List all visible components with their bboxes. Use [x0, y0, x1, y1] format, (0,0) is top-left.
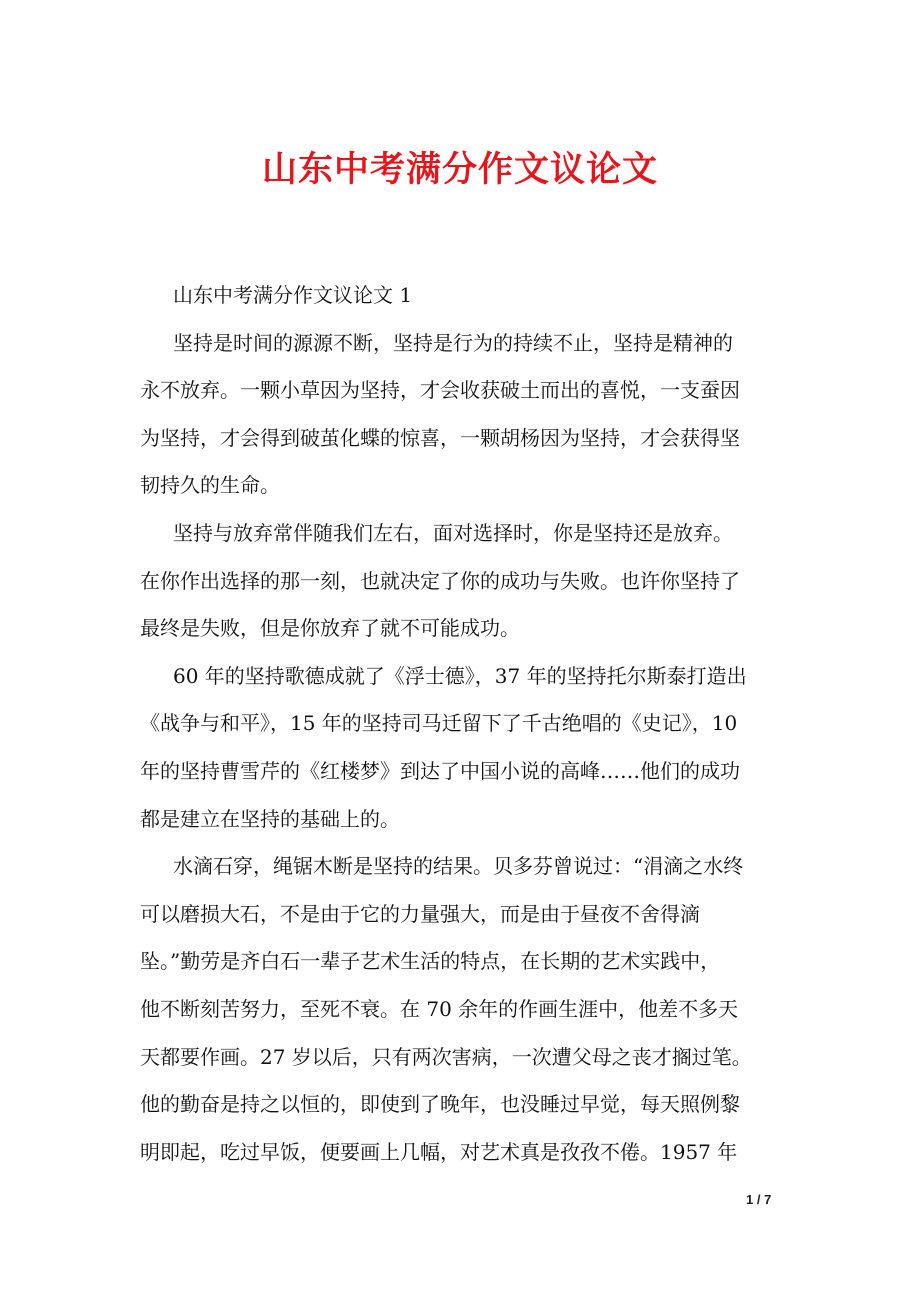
text-line: 韧持久的生命。	[140, 473, 280, 498]
text-line: 60 年的坚持歌德成就了《浮士德》，37 年的坚持托尔斯泰打造出	[173, 663, 747, 688]
text-line: 他的勤奋是持之以恒的，即使到了晚年，也没睡过早觉，每天照例黎	[140, 1092, 740, 1117]
paragraph	[140, 510, 800, 653]
text-line: 永不放弃。一颗小草因为坚持，才会收获破土而出的喜悦，一支蚕因	[140, 378, 740, 403]
document-body	[140, 272, 800, 1176]
page-number: 1 / 7	[746, 1192, 772, 1207]
text-line: 天都要作画。27 岁以后，只有两次害病，一次遭父母之丧才搁过笔。	[140, 1044, 752, 1069]
text-line: 坚持是时间的源源不断，坚持是行为的持续不止，坚持是精神的	[173, 330, 733, 355]
paragraph	[140, 320, 800, 510]
text-line: 《战争与和平》，15 年的坚持司马迁留下了千古绝唱的《史记》，10	[140, 711, 738, 736]
text-line: 为坚持，才会得到破茧化蝶的惊喜，一颗胡杨因为坚持，才会获得坚	[140, 425, 740, 450]
text-line: 在你作出选择的那一刻，也就决定了你的成功与失败。也许你坚持了	[140, 568, 740, 593]
document-title: 山东中考满分作文议论文	[261, 149, 658, 190]
text-line: 山东中考满分作文议论文 1	[173, 283, 413, 307]
text-line: 年的坚持曹雪芹的《红楼梦》到达了中国小说的高峰……他们的成功	[140, 758, 740, 783]
text-line: 坠。”勤劳是齐白石一辈子艺术生活的特点，在长期的艺术实践中，	[140, 949, 721, 974]
text-line: 可以磨损大石，不是由于它的力量强大，而是由于昼夜不舍得滴	[140, 901, 700, 926]
paragraph	[140, 653, 800, 843]
text-line: 坚持与放弃常伴随我们左右，面对选择时，你是坚持还是放弃。	[173, 520, 733, 545]
text-line: 他不断刻苦努力，至死不衰。在 70 余年的作画生涯中，他差不多天	[140, 996, 739, 1021]
text-line: 明即起，吃过早饭，便要画上几幅，对艺术真是孜孜不倦。1957 年	[140, 1139, 738, 1164]
section-heading	[140, 272, 800, 320]
text-line: 水滴石穿，绳锯木断是坚持的结果。贝多芬曾说过：“涓滴之水终	[173, 854, 744, 879]
text-line: 最终是失败，但是你放弃了就不可能成功。	[140, 616, 520, 641]
text-line: 都是建立在坚持的基础上的。	[140, 806, 400, 831]
paragraph	[140, 843, 800, 1176]
